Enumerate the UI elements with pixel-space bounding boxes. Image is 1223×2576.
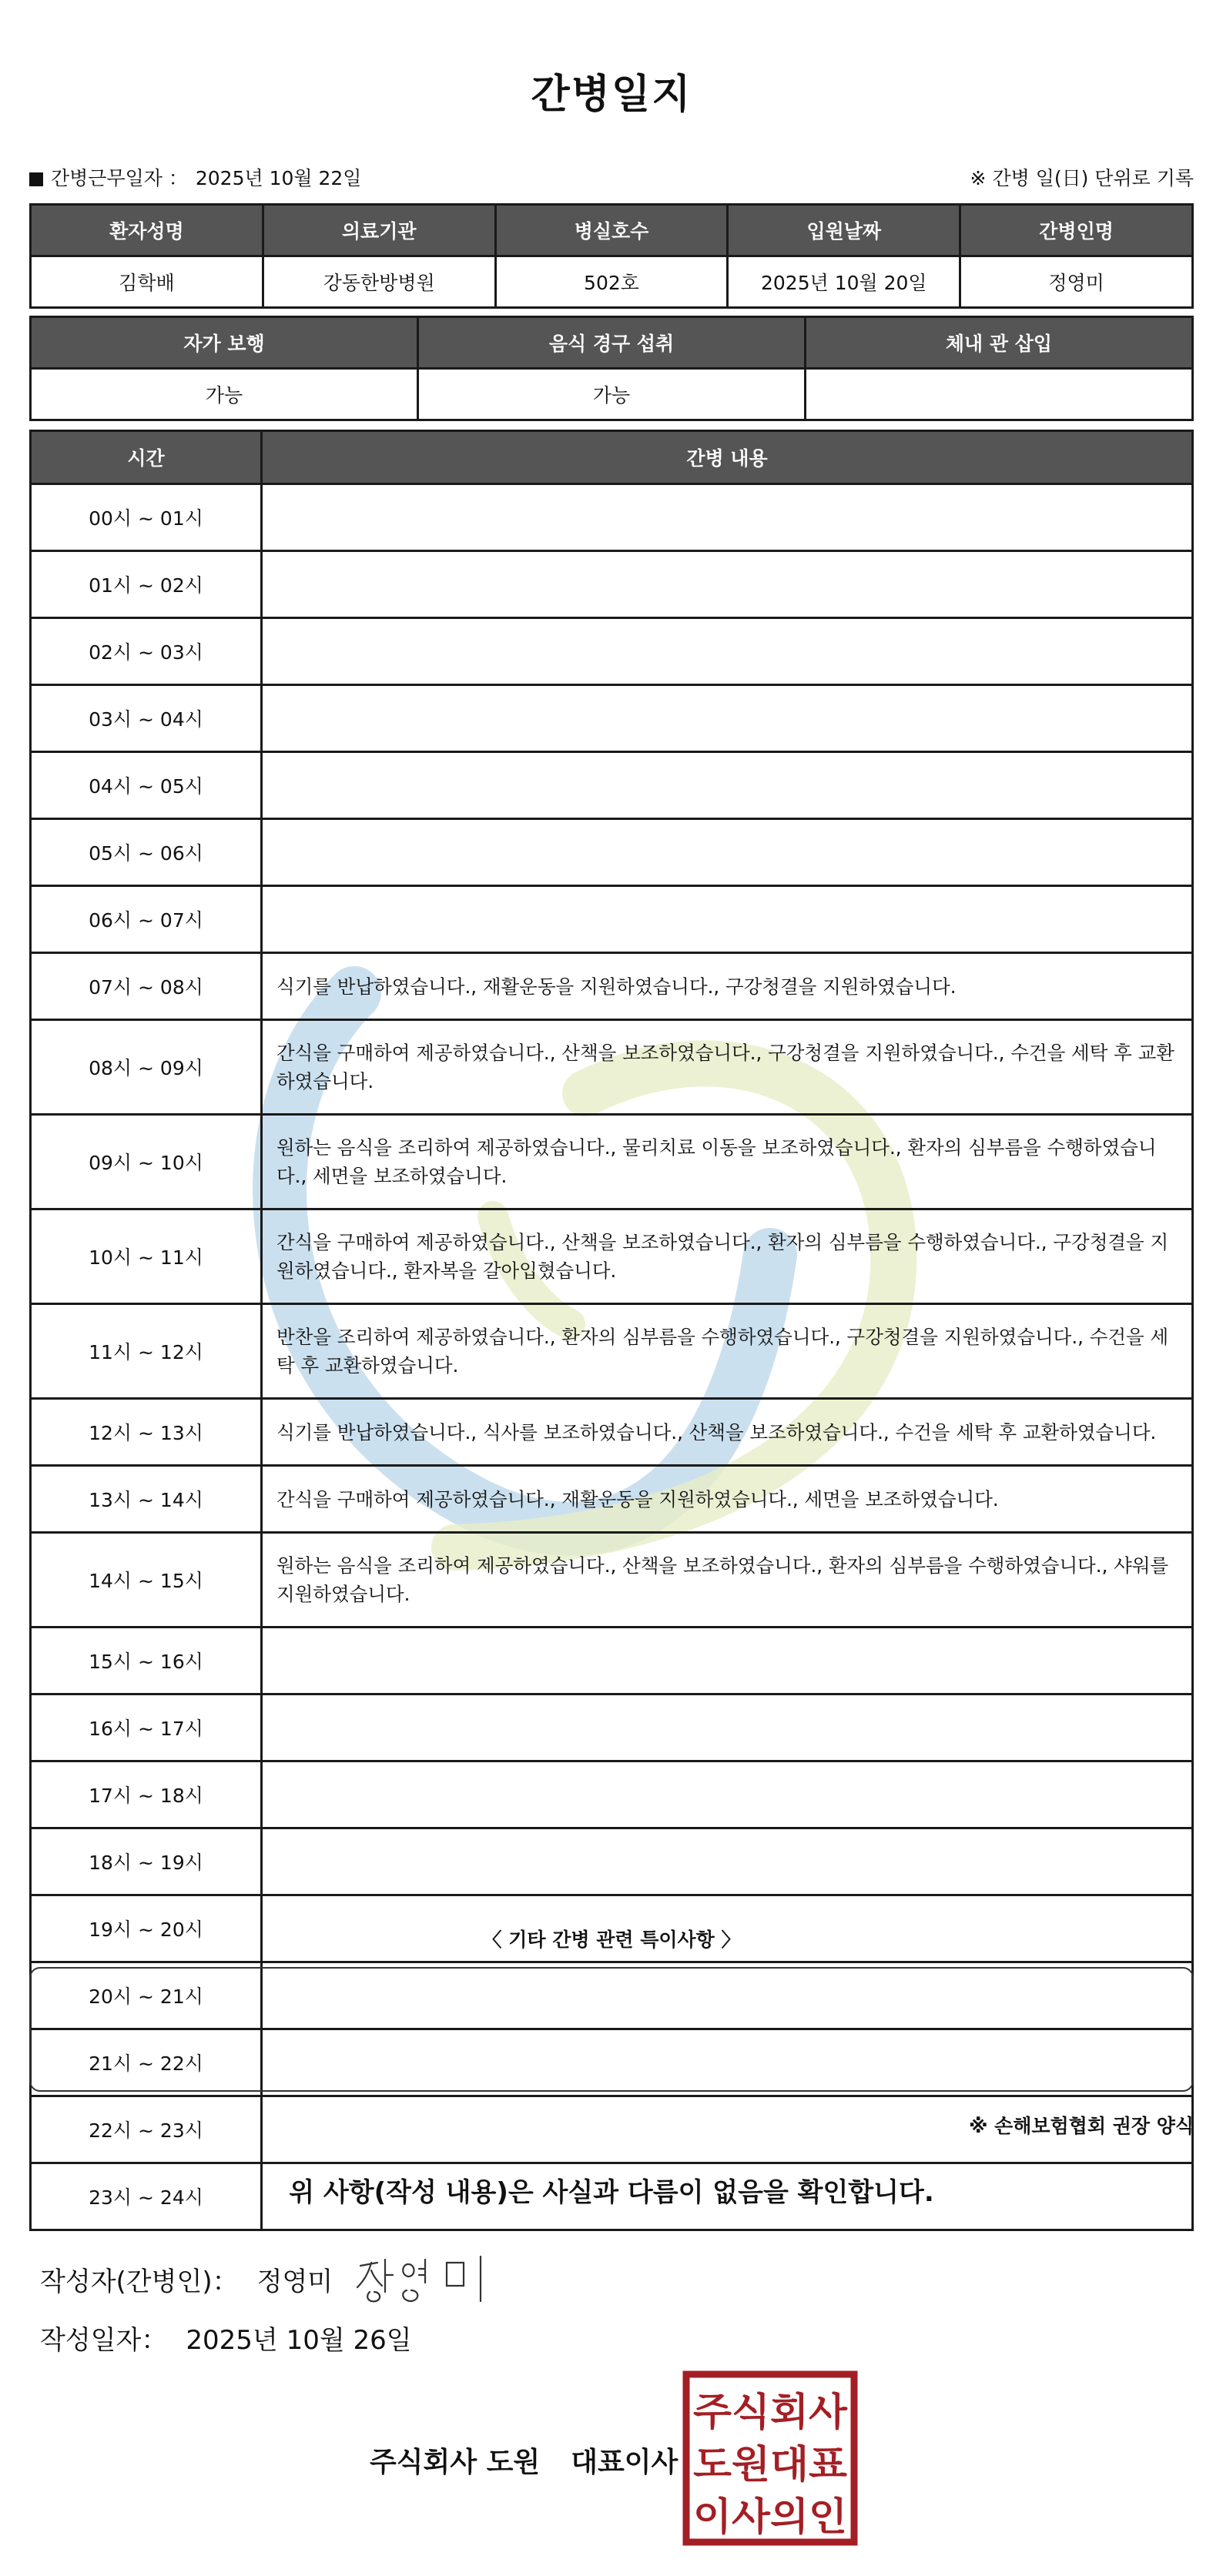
care-log-row	[31, 484, 1193, 551]
care-log-content: 원하는 음식을 조리하여 제공하였습니다., 산책을 보조하였습니다., 환자의 심부름을 수행하였습니다., 샤워를 지원하였습니다.	[262, 1533, 1193, 1628]
company-line	[370, 2441, 678, 2480]
representative-title: 대표이사	[571, 2447, 679, 2478]
header-self-walking: 자가 보행	[31, 317, 418, 369]
header-tube-insertion: 체내 관 삽입	[806, 317, 1193, 369]
care-log-row	[31, 1628, 1193, 1694]
care-log-content	[262, 1694, 1193, 1761]
header-room: 병실호수	[495, 205, 728, 256]
care-log-row	[31, 819, 1193, 886]
care-log-content: 반찬을 조리하여 제공하였습니다., 환자의 심부름을 수행하였습니다., 구강청결을 지원하였습니다., 수건을 세탁 후 교환하였습니다.	[262, 1304, 1193, 1399]
page-title: 간병일지	[531, 72, 692, 118]
care-log-content	[262, 1628, 1193, 1694]
header-caregiver-name: 간병인명	[960, 205, 1193, 256]
care-log-time: 10시 ~ 11시	[31, 1209, 262, 1304]
work-date-group	[29, 163, 369, 191]
care-log-row	[31, 551, 1193, 618]
date-row	[40, 2319, 412, 2357]
recommend-note: ※ 손해보험협회 권장 양식	[969, 2115, 1194, 2137]
self-walking-value: 가능	[31, 369, 418, 420]
care-log-content: 간식을 구매하여 제공하였습니다., 산책을 보조하였습니다., 구강청결을 지원하였습니다., 수건을 세탁 후 교환하였습니다.	[262, 1020, 1193, 1115]
seal-line-2: 도원대표	[693, 2442, 848, 2487]
hospital-name: 강동한방병원	[263, 256, 495, 308]
care-log-time: 17시 ~ 18시	[31, 1761, 262, 1828]
room-number: 502호	[495, 256, 728, 308]
care-log-row	[31, 1694, 1193, 1761]
care-log-time: 04시 ~ 05시	[31, 752, 262, 819]
patient-status-table	[29, 316, 1194, 421]
care-log-time: 14시 ~ 15시	[31, 1533, 262, 1628]
company-name: 주식회사 도원	[370, 2447, 541, 2478]
header-hospital: 의료기관	[263, 205, 495, 256]
care-log-row	[31, 1020, 1193, 1115]
header-admission-date: 입원날짜	[728, 205, 960, 256]
care-log-content	[262, 1761, 1193, 1828]
care-log-content	[262, 819, 1193, 886]
care-log-content: 원하는 음식을 조리하여 제공하였습니다., 물리치료 이동을 보조하였습니다., 환자의 심부름을 수행하였습니다., 세면을 보조하였습니다.	[262, 1115, 1193, 1209]
care-log-content: 식기를 반납하였습니다., 재활운동을 지원하였습니다., 구강청결을 지원하였습니다.	[262, 953, 1193, 1020]
care-log-content	[262, 484, 1193, 551]
date-value: 2025년 10월 26일	[186, 2325, 412, 2356]
handwritten-signature	[354, 2252, 501, 2306]
care-log-row	[31, 1399, 1193, 1466]
care-log-row	[31, 953, 1193, 1020]
writer-row	[40, 2252, 501, 2306]
care-log-content	[262, 752, 1193, 819]
writer-label: 작성자(간병인)：	[40, 2266, 239, 2297]
care-log-content	[262, 618, 1193, 685]
care-log-time: 07시 ~ 08시	[31, 953, 262, 1020]
care-log-time: 23시 ~ 24시	[31, 2163, 262, 2230]
care-log-row	[31, 752, 1193, 819]
care-log-content	[262, 1828, 1193, 1895]
care-log-time: 11시 ~ 12시	[31, 1304, 262, 1399]
patient-name: 김학배	[31, 256, 263, 308]
care-log-time: 01시 ~ 02시	[31, 551, 262, 618]
care-log-time: 03시 ~ 04시	[31, 685, 262, 752]
care-log-time: 06시 ~ 07시	[31, 886, 262, 953]
care-log-time: 19시 ~ 20시	[31, 1895, 262, 1962]
company-seal-stamp	[682, 2370, 859, 2547]
special-notes-box	[29, 1967, 1194, 2092]
header-oral-intake: 음식 경구 섭취	[418, 317, 806, 369]
care-log-row	[31, 1304, 1193, 1399]
care-log-content: 간식을 구매하여 제공하였습니다., 산책을 보조하였습니다., 환자의 심부름을 수행하였습니다., 구강청결을 지원하였습니다., 환자복을 갈아입혔습니다.	[262, 1209, 1193, 1304]
care-log-content	[262, 886, 1193, 953]
care-log-row	[31, 618, 1193, 685]
care-log-row	[31, 1533, 1193, 1628]
header-patient-name: 환자성명	[31, 205, 263, 256]
care-log-table	[29, 430, 1194, 2231]
care-log-row	[31, 1761, 1193, 1828]
special-notes-title: 〈 기타 간병 관련 특이사항 〉	[482, 1929, 741, 1951]
care-log-row	[31, 1466, 1193, 1533]
care-log-time: 13시 ~ 14시	[31, 1466, 262, 1533]
care-log-row	[31, 685, 1193, 752]
care-log-content: 식기를 반납하였습니다., 식사를 보조하였습니다., 산책을 보조하였습니다., 수건을 세탁 후 교환하였습니다.	[262, 1399, 1193, 1466]
date-label: 작성일자：	[40, 2325, 168, 2356]
care-log-content	[262, 685, 1193, 752]
care-log-time: 21시 ~ 22시	[31, 2029, 262, 2096]
care-log-time: 18시 ~ 19시	[31, 1828, 262, 1895]
patient-info-table	[29, 203, 1194, 309]
care-log-time: 15시 ~ 16시	[31, 1628, 262, 1694]
tube-insertion-value	[806, 369, 1193, 420]
care-log-time: 20시 ~ 21시	[31, 1962, 262, 2029]
unit-note: ※ 간병 일(日) 단위로 기록	[970, 167, 1194, 189]
seal-line-3: 이사의인	[693, 2494, 847, 2539]
care-log-time: 00시 ~ 01시	[31, 484, 262, 551]
care-log-row	[31, 886, 1193, 953]
header-care-content: 간병 내용	[262, 431, 1193, 484]
care-log-time: 12시 ~ 13시	[31, 1399, 262, 1466]
seal-line-1: 주식회사	[693, 2390, 848, 2434]
square-bullet-icon	[29, 172, 43, 186]
care-log-time: 22시 ~ 23시	[31, 2096, 262, 2163]
header-time: 시간	[31, 431, 262, 484]
caregiver-name: 정영미	[960, 256, 1193, 308]
care-log-row	[31, 1828, 1193, 1895]
care-log-row	[31, 1209, 1193, 1304]
admission-date: 2025년 10월 20일	[728, 256, 960, 308]
care-log-row	[31, 1115, 1193, 1209]
confirm-statement: 위 사항(작성 내용)은 사실과 다름이 없음을 확인합니다.	[289, 2177, 934, 2208]
work-date-label: 간병근무일자 ：	[51, 167, 188, 189]
care-log-content: 간식을 구매하여 제공하였습니다., 재활운동을 지원하였습니다., 세면을 보조하였습니다.	[262, 1466, 1193, 1533]
care-log-time: 02시 ~ 03시	[31, 618, 262, 685]
care-log-time: 16시 ~ 17시	[31, 1694, 262, 1761]
writer-name: 정영미	[256, 2266, 333, 2297]
oral-intake-value: 가능	[418, 369, 806, 420]
care-log-content	[262, 551, 1193, 618]
care-log-time: 09시 ~ 10시	[31, 1115, 262, 1209]
work-date-value: 2025년 10월 22일	[195, 167, 362, 189]
meta-row	[29, 162, 1194, 192]
care-log-time: 05시 ~ 06시	[31, 819, 262, 886]
care-log-time: 08시 ~ 09시	[31, 1020, 262, 1115]
